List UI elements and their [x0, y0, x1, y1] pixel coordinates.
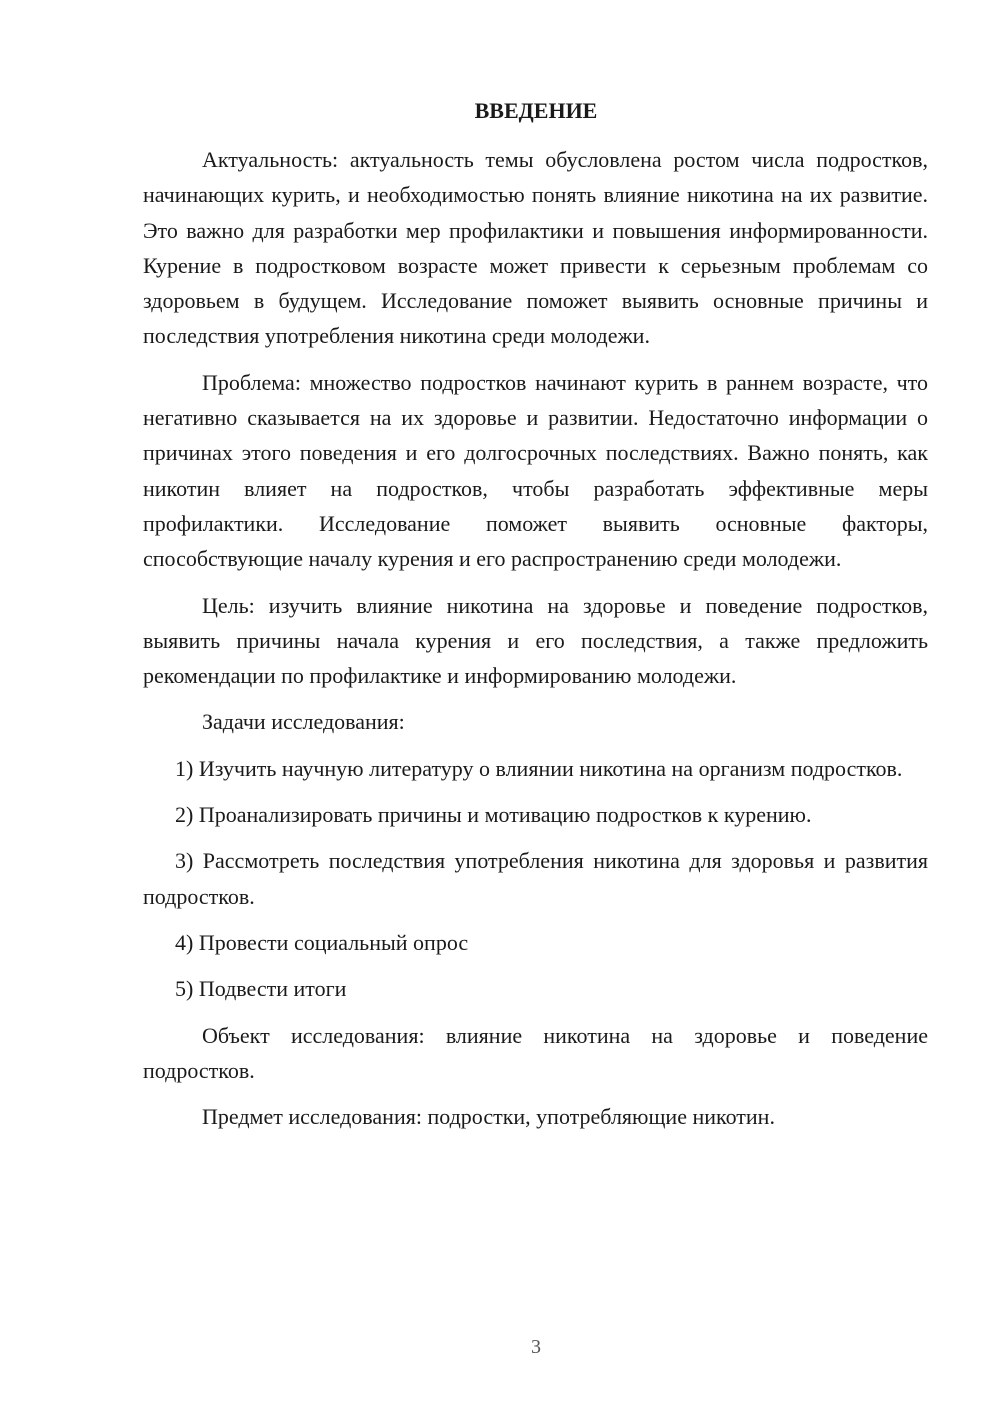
paragraph-relevance: Актуальность: актуальность темы обусловлена ростом числа подростков, начинающих курить, и необходимостью понять влияние никотина на их развитие. Это важно для разработки мер профилактики и повышения информированности. Курение в подростковом возрасте может привести к серьезным проблемам со здоровьем в будущем. Исследование поможет выявить основные причины и последствия употребления никотина среди молодежи.: [143, 147, 928, 349]
page-title: ВВЕДЕНИЕ: [474, 98, 598, 123]
task-item: 1) Изучить научную литературу о влиянии никотина на организм подростков.: [175, 755, 903, 781]
tasks-heading: Задачи исследования:: [202, 709, 405, 735]
task-item: 5) Подвести итоги: [175, 976, 347, 1002]
paragraph-object: Объект исследования: влияние никотина на здоровье и поведение подростков.: [143, 1022, 928, 1083]
task-item: 3) Рассмотреть последствия употребления никотина для здоровья и развития подростков.: [143, 848, 928, 909]
task-item: 2) Проанализировать причины и мотивацию подростков к курению.: [175, 802, 812, 828]
page-number: 3: [531, 1336, 541, 1358]
task-item: 4) Провести социальный опрос: [175, 929, 469, 955]
paragraph-problem: Проблема: множество подростков начинают курить в раннем возрасте, что негативно сказывается на их здоровье и развитии. Недостаточно информации о причинах этого поведения и его долгосрочных последствиях. Важно понять, как никотин влияет на подростков, чтобы разработать эффективные меры профилактики. Исследование поможет выявить основные факторы, способствующие началу курения и его распространению среди молодежи.: [143, 369, 928, 572]
paragraph-goal: Цель: изучить влияние никотина на здоровье и поведение подростков, выявить причины начала курения и его последствия, а также предложить рекомендации по профилактике и информированию молодежи.: [143, 592, 928, 689]
document-body: [143, 142, 928, 1145]
paragraph-subject: Предмет исследования: подростки, употребляющие никотин.: [202, 1104, 775, 1130]
